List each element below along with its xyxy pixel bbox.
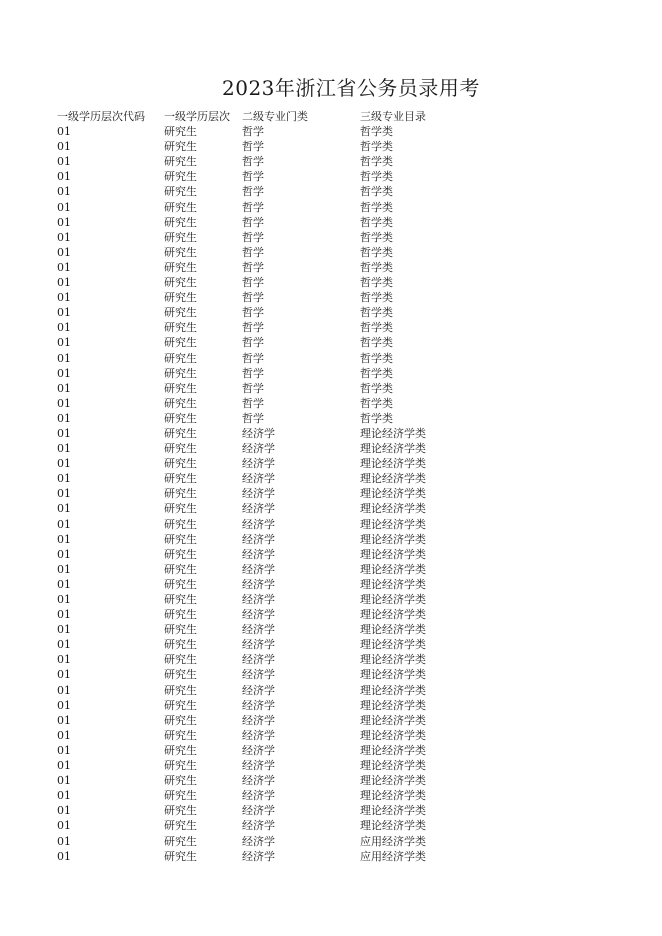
table-row	[57, 562, 517, 577]
cell-level1-code: 01	[57, 532, 71, 546]
column-header-level1-code: 一级学历层次代码	[57, 110, 145, 123]
cell-level1-education: 研究生	[164, 487, 197, 501]
table-row	[57, 411, 517, 426]
table-row	[57, 667, 517, 682]
table-row	[57, 290, 517, 305]
cell-level2-category: 哲学	[242, 245, 264, 259]
cell-level1-education: 研究生	[164, 789, 197, 803]
cell-level3-catalog: 理论经济学类	[360, 653, 426, 667]
table-row	[57, 834, 517, 849]
column-header-level3-catalog: 三级专业目录	[360, 110, 426, 123]
cell-level1-code: 01	[57, 593, 71, 606]
cell-level1-education: 研究生	[164, 245, 197, 259]
cell-level1-education: 研究生	[164, 834, 197, 848]
cell-level1-education: 研究生	[164, 849, 197, 863]
cell-level1-code: 01	[57, 789, 71, 803]
cell-level2-category: 哲学	[242, 411, 264, 425]
table-row	[57, 713, 517, 728]
cell-level3-catalog: 理论经济学类	[360, 562, 426, 576]
cell-level1-education: 研究生	[164, 140, 197, 154]
cell-level1-code: 01	[57, 834, 71, 848]
cell-level3-catalog: 理论经济学类	[360, 638, 426, 652]
table-row	[57, 351, 517, 366]
cell-level1-education: 研究生	[164, 774, 197, 788]
cell-level1-code: 01	[57, 668, 71, 682]
cell-level3-catalog: 理论经济学类	[360, 668, 426, 682]
cell-level3-catalog: 哲学类	[360, 306, 393, 320]
table-row	[57, 139, 517, 154]
cell-level2-category: 经济学	[242, 668, 275, 682]
cell-level1-education: 研究生	[164, 713, 197, 727]
cell-level1-education: 研究生	[164, 381, 197, 395]
cell-level1-education: 研究生	[164, 426, 197, 440]
table-row	[57, 426, 517, 441]
cell-level1-code: 01	[57, 426, 71, 440]
cell-level1-code: 01	[57, 472, 71, 486]
cell-level1-education: 研究生	[164, 743, 197, 757]
cell-level3-catalog: 理论经济学类	[360, 759, 426, 773]
cell-level1-code: 01	[57, 819, 71, 833]
cell-level1-education: 研究生	[164, 562, 197, 576]
page-title: 2023年浙江省公务员录用考	[222, 76, 480, 100]
table-row	[57, 396, 517, 411]
cell-level1-code: 01	[57, 728, 71, 742]
cell-level3-catalog: 哲学类	[360, 170, 393, 184]
table-row	[57, 622, 517, 637]
cell-level1-code: 01	[57, 215, 71, 229]
header-row	[57, 109, 517, 124]
cell-level1-code: 01	[57, 487, 71, 501]
cell-level1-education: 研究生	[164, 336, 197, 350]
cell-level1-code: 01	[57, 547, 71, 561]
cell-level2-category: 经济学	[242, 608, 275, 622]
column-header-level1-education: 一级学历层次	[164, 110, 230, 123]
table-row	[57, 456, 517, 471]
cell-level1-code: 01	[57, 442, 71, 456]
cell-level1-education: 研究生	[164, 457, 197, 471]
cell-level2-category: 哲学	[242, 291, 264, 305]
cell-level2-category: 经济学	[242, 502, 275, 516]
cell-level1-education: 研究生	[164, 683, 197, 697]
cell-level1-education: 研究生	[164, 185, 197, 199]
cell-level1-code: 01	[57, 366, 71, 380]
cell-level1-code: 01	[57, 743, 71, 757]
cell-level3-catalog: 应用经济学类	[360, 849, 426, 863]
table-row	[57, 381, 517, 396]
cell-level3-catalog: 理论经济学类	[360, 442, 426, 456]
cell-level1-code: 01	[57, 306, 71, 320]
cell-level3-catalog: 哲学类	[360, 200, 393, 214]
cell-level3-catalog: 理论经济学类	[360, 608, 426, 622]
cell-level3-catalog: 哲学类	[360, 230, 393, 244]
table-row	[57, 803, 517, 818]
cell-level2-category: 哲学	[242, 321, 264, 335]
table-row	[57, 547, 517, 562]
cell-level1-education: 研究生	[164, 819, 197, 833]
cell-level3-catalog: 理论经济学类	[360, 532, 426, 546]
table-body	[57, 124, 517, 864]
cell-level1-code: 01	[57, 200, 71, 214]
cell-level2-category: 经济学	[242, 426, 275, 440]
cell-level1-education: 研究生	[164, 668, 197, 682]
cell-level1-code: 01	[57, 683, 71, 697]
cell-level3-catalog: 理论经济学类	[360, 457, 426, 471]
cell-level2-category: 经济学	[242, 442, 275, 456]
cell-level3-catalog: 理论经济学类	[360, 547, 426, 561]
cell-level1-code: 01	[57, 577, 71, 591]
cell-level2-category: 哲学	[242, 396, 264, 410]
cell-level1-code: 01	[57, 336, 71, 350]
cell-level2-category: 经济学	[242, 743, 275, 757]
cell-level1-education: 研究生	[164, 608, 197, 622]
cell-level1-education: 研究生	[164, 321, 197, 335]
cell-level1-education: 研究生	[164, 125, 197, 139]
cell-level1-education: 研究生	[164, 215, 197, 229]
table-row	[57, 184, 517, 199]
cell-level2-category: 经济学	[242, 577, 275, 591]
cell-level1-code: 01	[57, 457, 71, 471]
table-row	[57, 124, 517, 139]
table-row	[57, 230, 517, 245]
column-header-level2-category: 二级专业门类	[242, 110, 308, 123]
cell-level2-category: 哲学	[242, 200, 264, 214]
cell-level2-category: 经济学	[242, 547, 275, 561]
cell-level2-category: 经济学	[242, 593, 275, 606]
table-row	[57, 366, 517, 381]
cell-level2-category: 经济学	[242, 774, 275, 788]
cell-level3-catalog: 哲学类	[360, 260, 393, 274]
cell-level1-code: 01	[57, 653, 71, 667]
table-row	[57, 577, 517, 592]
cell-level3-catalog: 理论经济学类	[360, 487, 426, 501]
cell-level1-code: 01	[57, 245, 71, 259]
cell-level2-category: 哲学	[242, 336, 264, 350]
table-row	[57, 683, 517, 698]
table-row	[57, 728, 517, 743]
cell-level1-code: 01	[57, 140, 71, 154]
table-row	[57, 637, 517, 652]
cell-level1-education: 研究生	[164, 502, 197, 516]
cell-level2-category: 哲学	[242, 170, 264, 184]
table-row	[57, 305, 517, 320]
cell-level1-education: 研究生	[164, 517, 197, 531]
cell-level1-education: 研究生	[164, 230, 197, 244]
cell-level1-code: 01	[57, 155, 71, 169]
table-row	[57, 592, 517, 607]
table-row	[57, 200, 517, 215]
cell-level2-category: 哲学	[242, 381, 264, 395]
cell-level1-education: 研究生	[164, 155, 197, 169]
cell-level2-category: 经济学	[242, 623, 275, 637]
table-row	[57, 652, 517, 667]
table-row	[57, 471, 517, 486]
cell-level3-catalog: 哲学类	[360, 155, 393, 169]
cell-level1-education: 研究生	[164, 472, 197, 486]
table-row	[57, 501, 517, 516]
table-row	[57, 698, 517, 713]
cell-level2-category: 经济学	[242, 457, 275, 471]
cell-level2-category: 经济学	[242, 819, 275, 833]
table-row	[57, 260, 517, 275]
cell-level1-education: 研究生	[164, 759, 197, 773]
table-row	[57, 486, 517, 501]
cell-level3-catalog: 哲学类	[360, 351, 393, 365]
cell-level3-catalog: 哲学类	[360, 215, 393, 229]
cell-level3-catalog: 理论经济学类	[360, 472, 426, 486]
cell-level2-category: 经济学	[242, 562, 275, 576]
cell-level3-catalog: 理论经济学类	[360, 713, 426, 727]
cell-level3-catalog: 理论经济学类	[360, 517, 426, 531]
cell-level1-code: 01	[57, 804, 71, 818]
cell-level1-code: 01	[57, 125, 71, 139]
cell-level2-category: 经济学	[242, 789, 275, 803]
cell-level1-education: 研究生	[164, 547, 197, 561]
cell-level1-code: 01	[57, 396, 71, 410]
cell-level2-category: 经济学	[242, 517, 275, 531]
cell-level1-education: 研究生	[164, 351, 197, 365]
cell-level1-code: 01	[57, 381, 71, 395]
cell-level1-education: 研究生	[164, 396, 197, 410]
cell-level1-code: 01	[57, 517, 71, 531]
cell-level3-catalog: 理论经济学类	[360, 593, 426, 606]
cell-level3-catalog: 理论经济学类	[360, 577, 426, 591]
cell-level3-catalog: 理论经济学类	[360, 728, 426, 742]
cell-level3-catalog: 哲学类	[360, 366, 393, 380]
table-row	[57, 743, 517, 758]
cell-level2-category: 经济学	[242, 653, 275, 667]
cell-level1-code: 01	[57, 276, 71, 290]
cell-level1-code: 01	[57, 849, 71, 863]
cell-level3-catalog: 哲学类	[360, 125, 393, 139]
cell-level1-code: 01	[57, 321, 71, 335]
cell-level3-catalog: 理论经济学类	[360, 426, 426, 440]
cell-level2-category: 哲学	[242, 276, 264, 290]
cell-level1-code: 01	[57, 351, 71, 365]
cell-level1-code: 01	[57, 713, 71, 727]
cell-level1-code: 01	[57, 230, 71, 244]
cell-level2-category: 经济学	[242, 698, 275, 712]
cell-level2-category: 经济学	[242, 759, 275, 773]
cell-level2-category: 哲学	[242, 306, 264, 320]
cell-level3-catalog: 理论经济学类	[360, 683, 426, 697]
table-row	[57, 773, 517, 788]
cell-level3-catalog: 哲学类	[360, 381, 393, 395]
table-row	[57, 517, 517, 532]
cell-level1-code: 01	[57, 260, 71, 274]
cell-level2-category: 哲学	[242, 215, 264, 229]
cell-level2-category: 哲学	[242, 125, 264, 139]
table-row	[57, 215, 517, 230]
cell-level2-category: 经济学	[242, 638, 275, 652]
cell-level2-category: 经济学	[242, 834, 275, 848]
cell-level3-catalog: 哲学类	[360, 411, 393, 425]
table-row	[57, 169, 517, 184]
table-row	[57, 154, 517, 169]
table-row	[57, 788, 517, 803]
cell-level2-category: 哲学	[242, 185, 264, 199]
spreadsheet-table	[57, 109, 517, 864]
cell-level1-code: 01	[57, 759, 71, 773]
cell-level1-education: 研究生	[164, 653, 197, 667]
cell-level3-catalog: 哲学类	[360, 276, 393, 290]
cell-level3-catalog: 哲学类	[360, 140, 393, 154]
cell-level3-catalog: 应用经济学类	[360, 834, 426, 848]
cell-level1-code: 01	[57, 502, 71, 516]
cell-level3-catalog: 理论经济学类	[360, 804, 426, 818]
cell-level1-education: 研究生	[164, 411, 197, 425]
cell-level3-catalog: 哲学类	[360, 291, 393, 305]
cell-level1-education: 研究生	[164, 276, 197, 290]
cell-level3-catalog: 理论经济学类	[360, 743, 426, 757]
cell-level2-category: 经济学	[242, 713, 275, 727]
cell-level1-code: 01	[57, 608, 71, 622]
cell-level2-category: 经济学	[242, 487, 275, 501]
cell-level1-code: 01	[57, 291, 71, 305]
cell-level2-category: 哲学	[242, 230, 264, 244]
cell-level1-education: 研究生	[164, 170, 197, 184]
table-row	[57, 275, 517, 290]
table-row	[57, 245, 517, 260]
cell-level1-education: 研究生	[164, 638, 197, 652]
table-row	[57, 320, 517, 335]
cell-level2-category: 经济学	[242, 728, 275, 742]
cell-level1-code: 01	[57, 562, 71, 576]
cell-level1-code: 01	[57, 170, 71, 184]
cell-level2-category: 哲学	[242, 155, 264, 169]
cell-level2-category: 经济学	[242, 683, 275, 697]
cell-level3-catalog: 哲学类	[360, 321, 393, 335]
cell-level1-education: 研究生	[164, 593, 197, 606]
cell-level2-category: 哲学	[242, 260, 264, 274]
cell-level1-education: 研究生	[164, 306, 197, 320]
cell-level1-education: 研究生	[164, 804, 197, 818]
table-row	[57, 335, 517, 350]
cell-level1-education: 研究生	[164, 577, 197, 591]
cell-level3-catalog: 理论经济学类	[360, 623, 426, 637]
cell-level1-code: 01	[57, 698, 71, 712]
cell-level3-catalog: 哲学类	[360, 245, 393, 259]
cell-level3-catalog: 理论经济学类	[360, 774, 426, 788]
cell-level2-category: 经济学	[242, 532, 275, 546]
cell-level3-catalog: 哲学类	[360, 185, 393, 199]
cell-level1-education: 研究生	[164, 260, 197, 274]
cell-level2-category: 经济学	[242, 804, 275, 818]
cell-level3-catalog: 理论经济学类	[360, 789, 426, 803]
cell-level3-catalog: 理论经济学类	[360, 502, 426, 516]
cell-level1-code: 01	[57, 185, 71, 199]
cell-level1-education: 研究生	[164, 728, 197, 742]
table-row	[57, 532, 517, 547]
cell-level1-code: 01	[57, 638, 71, 652]
table-row	[57, 607, 517, 622]
table-row	[57, 758, 517, 773]
cell-level1-code: 01	[57, 623, 71, 637]
cell-level2-category: 哲学	[242, 366, 264, 380]
cell-level3-catalog: 理论经济学类	[360, 819, 426, 833]
cell-level3-catalog: 哲学类	[360, 336, 393, 350]
cell-level1-education: 研究生	[164, 442, 197, 456]
cell-level1-education: 研究生	[164, 291, 197, 305]
cell-level3-catalog: 理论经济学类	[360, 698, 426, 712]
cell-level2-category: 经济学	[242, 849, 275, 863]
cell-level1-code: 01	[57, 774, 71, 788]
cell-level3-catalog: 哲学类	[360, 396, 393, 410]
table-row	[57, 849, 517, 864]
cell-level2-category: 哲学	[242, 351, 264, 365]
cell-level1-code: 01	[57, 411, 71, 425]
table-row	[57, 441, 517, 456]
cell-level1-education: 研究生	[164, 623, 197, 637]
cell-level1-education: 研究生	[164, 698, 197, 712]
cell-level1-education: 研究生	[164, 366, 197, 380]
cell-level2-category: 经济学	[242, 472, 275, 486]
cell-level2-category: 哲学	[242, 140, 264, 154]
cell-level1-education: 研究生	[164, 200, 197, 214]
table-row	[57, 818, 517, 833]
cell-level1-education: 研究生	[164, 532, 197, 546]
